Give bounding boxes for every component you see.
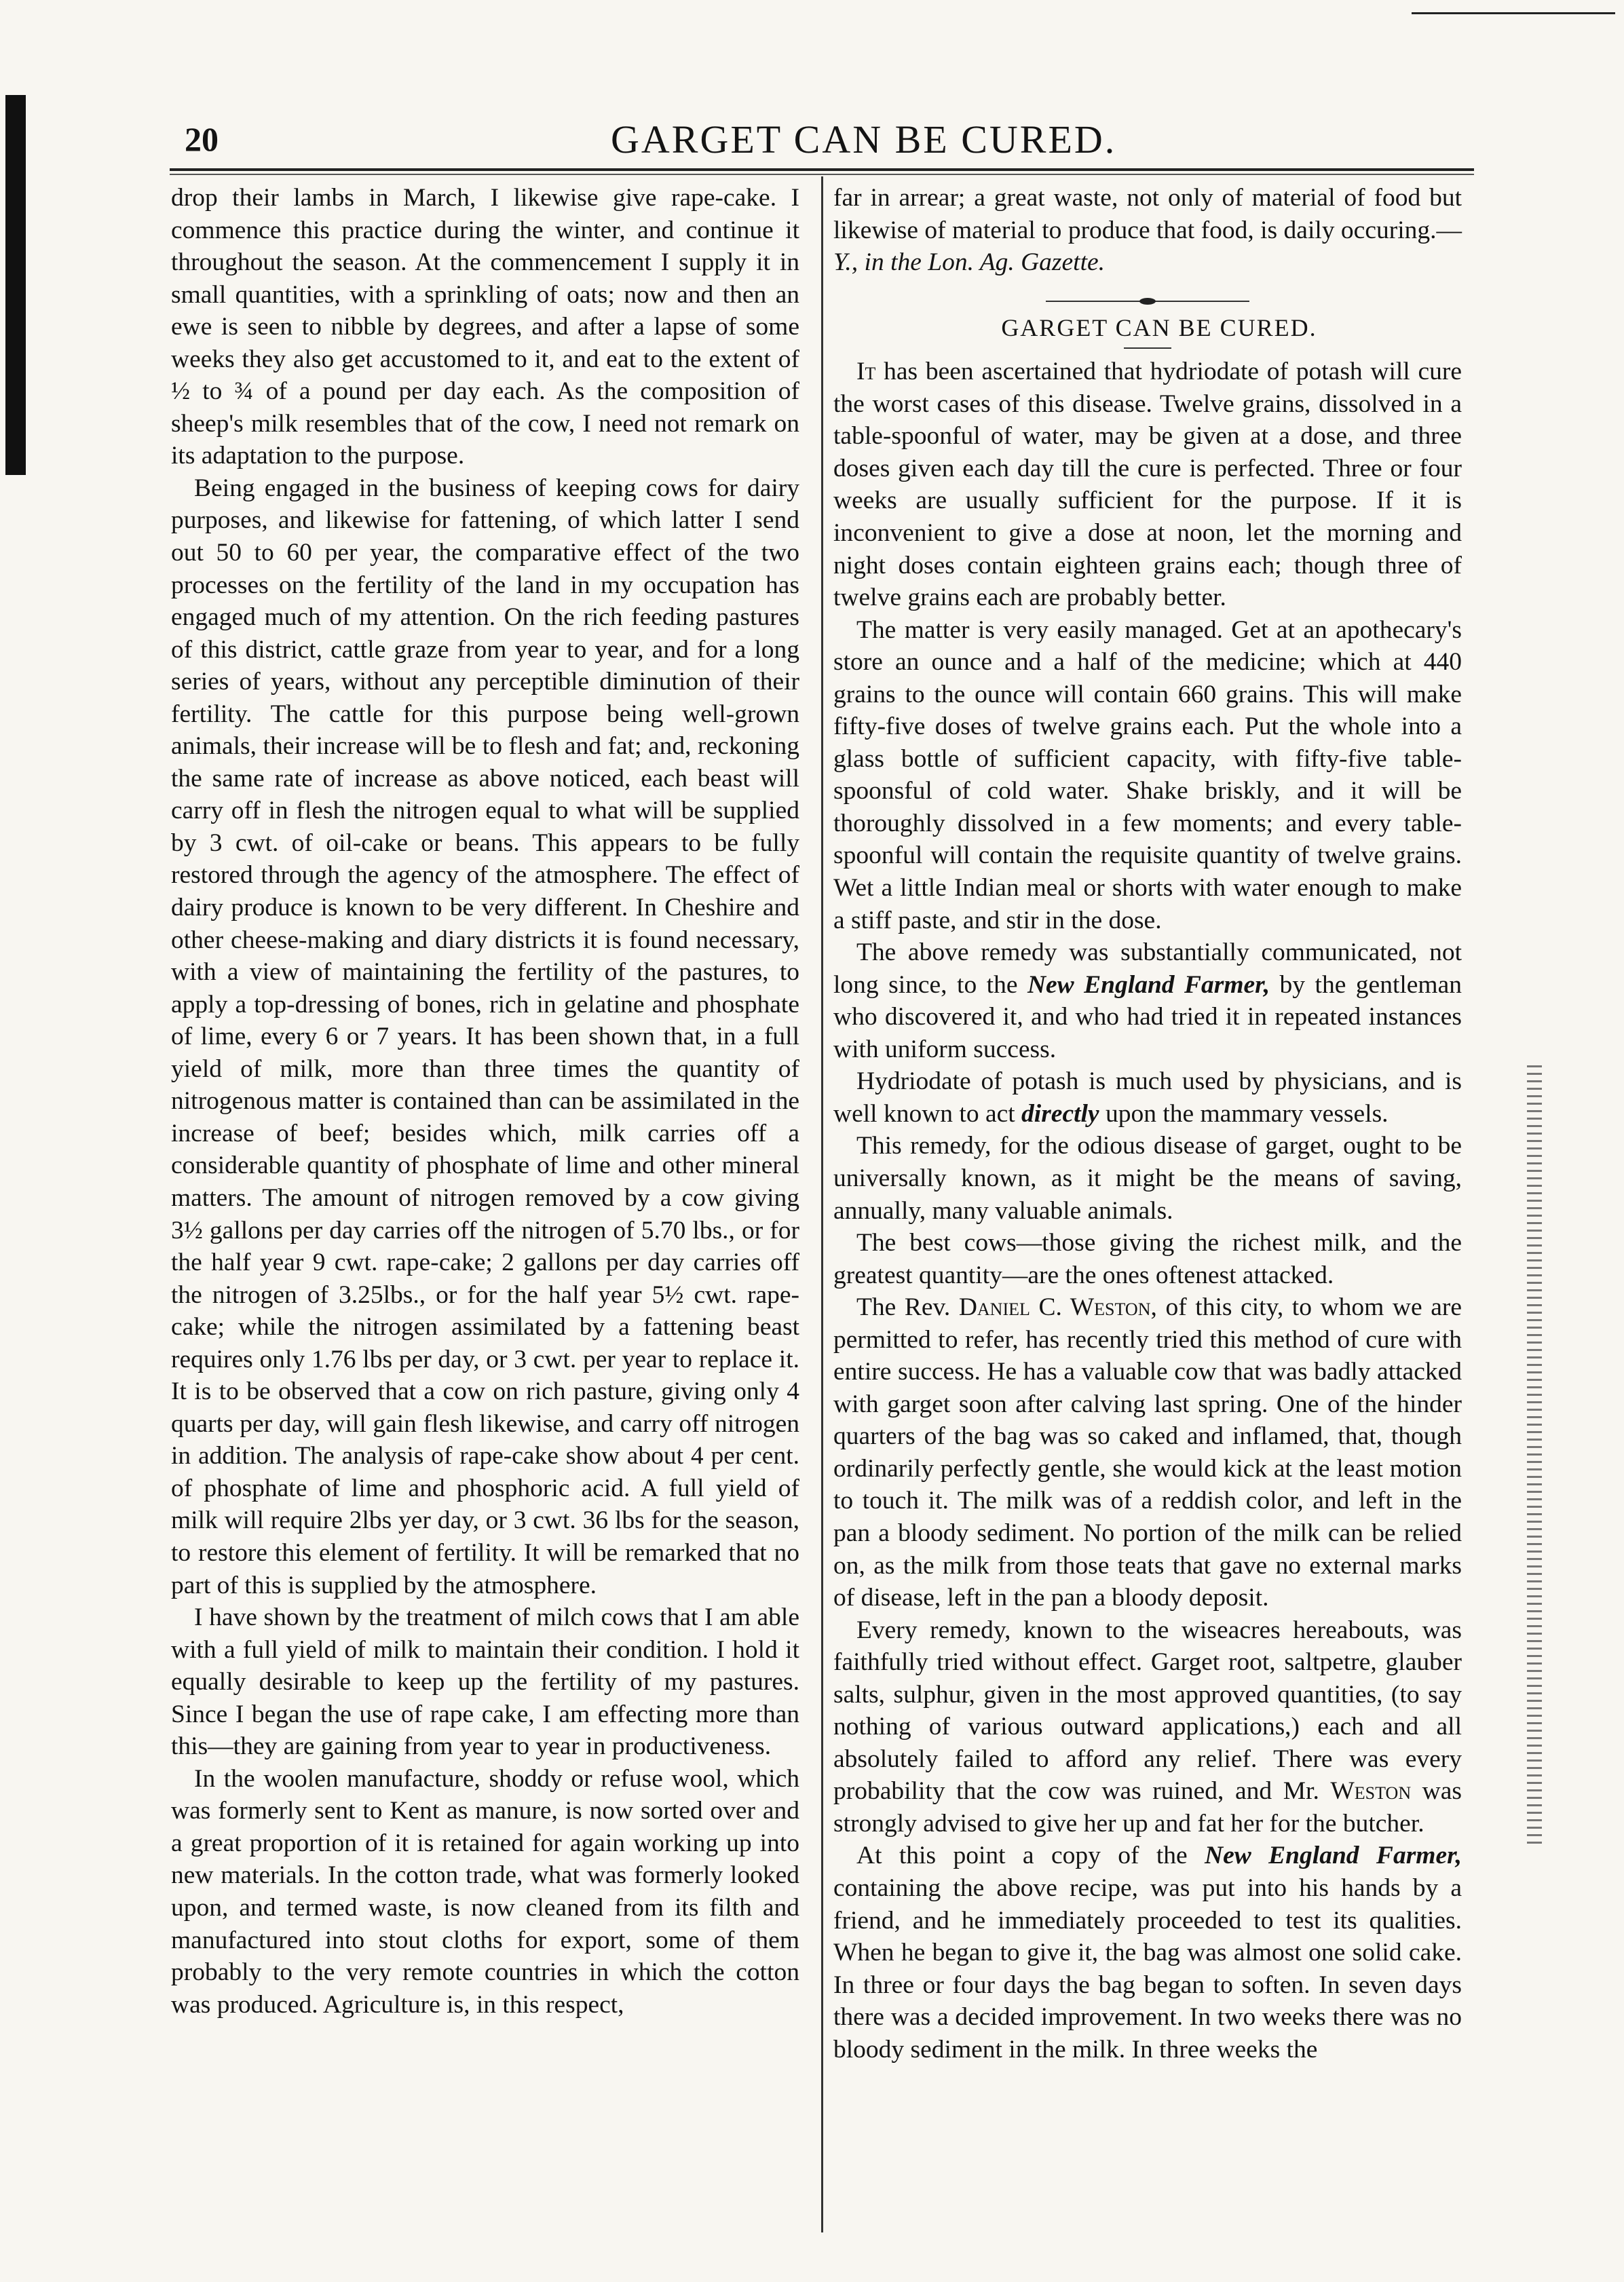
paragraph (833, 1840, 1462, 2066)
paragraph: drop their lambs in March, I likewise give rape-cake. I commence this practice during the winter, and continue it throughout the season. At the commencement I supply it in small quantities, with a sprinkling of oats; now and then an ewe is seen to nibble by degrees, and after a lapse of some weeks they also get accustomed to it, and eat to the extent of ½ to ¾ of a pound per day each. As the composition of sheep's milk resembles that of the cow, I need not remark on its adaptation to the purpose. (171, 184, 799, 470)
paragraph: This remedy, for the odious disease of garget, ought to be universally known, as it might be the means of saving, annually, many valuable animals. (833, 1132, 1462, 1225)
paragraph: The matter is very easily managed. Get at an apothecary's store an ounce and a half of the medicine; which at 440 grains to the ounce will contain 660 grains. This will make fifty-five doses of twelve grains each. Put the whole into a glass bottle of sufficient capacity, with fifty-five table-spoonsful of cold water. Shake briskly, and it will be thoroughly dissolved in a few moments; and every table-spoonful will contain the requisite quantity of twelve grains. Wet a little Indian meal or shorts with water enough to make a stiff paste, and stir in the dose. (833, 615, 1462, 934)
source-attribution: Y., in the Lon. Ag. Gazette. (833, 248, 1106, 277)
paragraph-text: At this point a copy of the (856, 1842, 1205, 1870)
paragraph-text: was strongly advised to give her up and fat her for the butcher. (833, 1777, 1462, 1838)
header-rule (170, 168, 1474, 171)
paragraph-text: far in arrear; a great waste, not only of material of food but likewise of material to produce that food, is daily occuring.— (833, 184, 1462, 244)
scan-margin-specks (1527, 1065, 1542, 1846)
left-column (171, 182, 799, 2021)
paragraph-text: containing the above recipe, was put into his hands by a friend, and he immediately proceeded to test its qualities. When he began to give it, the bag was almost one solid cake. In three or four days the bag began to soften. In seven days there was a decided improvement. In two weeks there was no bloody sediment in the milk. In three weeks the (833, 1874, 1462, 2064)
journal-title: New England Farmer, (1027, 970, 1270, 999)
paragraph (833, 1291, 1462, 1614)
emphasis: directly (1021, 1099, 1099, 1128)
header-rule-thin (170, 174, 1474, 175)
scan-binding-edge (5, 95, 26, 475)
paragraph-text: of this city, to whom we are permitted to refer, has recently tried this method of cure with entire success. He has a valuable cow that was badly attacked with garget soon after calving last spring. One of the hinder quarters of the bag was so caked and inflamed, that, though ordinarily perfectly gentle, she would kick at the least motion to touch it. The milk was of a reddish color, and left in the pan a bloody sediment. No portion of the milk can be relied on, as the milk from those teats that gave no external marks of disease, left in the pan a bloody deposit. (833, 1293, 1462, 1612)
paragraph (833, 1065, 1462, 1130)
paragraph: Being engaged in the business of keeping cows for dairy purposes, and likewise for fattening, of which latter I send out 50 to 60 per year, the comparative effect of the two processes on the fertility of the land in my occupation has engaged much of my attention. On the rich feeding pastures of this district, cattle graze from year to year, and for a long series of years, without any perceptible diminution of their fertility. The cattle for this purpose being well-grown animals, their increase will be to flesh and fat; and, reckoning the same rate of increase as above noticed, each beast will carry off in flesh the nitrogen equal to what will be supplied by 3 cwt. of oil-cake or beans. This appears to be fully restored through the agency of the atmosphere. The effect of dairy produce is known to be very different. In Cheshire and other cheese-making and diary districts it is found necessary, with a view of maintaining the fertility of the pastures, to apply a top-dressing of bones, rich in gelatine and phosphate of lime, every 6 or 7 years. It has been shown that, in a full yield of milk, more than three times the quantity of nitrogenous matter is contained than can be assimilated in the increase of beef; besides which, milk carries off a considerable quantity of phosphate of lime and other mineral matters. The amount of nitrogen removed by a cow giving 3½ gallons per day carries off the nitrogen of 5.70 lbs., or for the half year 9 cwt. rape-cake; 2 gallons per day carries off the nitrogen of 3.25lbs., or for the half year 5½ cwt. rape-cake; while the nitrogen assimilated by a fattening beast requires only 1.76 lbs per day, or 3 cwt. per year to replace it. It is to be observed that a cow on rich pasture, giving only 4 quarts per day, will gain flesh likewise, and carry off nitrogen in addition. The analysis of rape-cake show about 4 per cent. of phosphate of lime and phosphoric acid. A full yield of milk will require 2lbs yer day, or 3 cwt. 36 lbs for the season, to restore this element of fertility. It will be remarked that no part of this is supplied by the atmosphere. (171, 474, 799, 1599)
paragraph (833, 356, 1462, 613)
paragraph-text: by the gentleman who discovered it, and who had tried it in repeated instances with uniform success. (833, 970, 1462, 1063)
paragraph: The best cows—those giving the richest milk, and the greatest quantity—are the ones oftenest attacked. (833, 1229, 1462, 1289)
section-heading: GARGET CAN BE CURED. (1001, 313, 1317, 341)
paragraph: In the woolen manufacture, shoddy or refuse wool, which was formerly sent to Kent as manure, is now sorted over and a great proportion of it is retained for again working up into new materials. In the cotton trade, what was formerly looked upon, and termed waste, is now cleaned from its filth and manufactured into stout cloths for export, some of them probably to the very remote countries in which the cotton was produced. Agriculture is, in this respect, (171, 1764, 799, 2019)
right-column (833, 182, 1462, 2066)
paragraph-text: has been ascertained that hydriodate of potash will cure the worst cases of this disease. Twelve grains, dissolved in a table-spoonful of water, may be given at a dose, and three doses given each day till the cure is perfected. Three or four weeks are usually sufficient for the purpose. If it is inconvenient to give a dose at noon, let the morning and night doses contain eighteen grains each; though three of twelve grains each are probably better. (833, 358, 1462, 612)
scan-top-rule (1412, 12, 1615, 14)
paragraph (833, 182, 1462, 279)
running-title: GARGET CAN BE CURED. (611, 117, 1117, 161)
page-number: 20 (185, 120, 219, 158)
person-name: Weston (1330, 1777, 1412, 1806)
paragraph (833, 1614, 1462, 1840)
section-divider (1046, 301, 1249, 302)
paragraph-text: upon the mammary vessels. (1099, 1099, 1389, 1128)
journal-title: New England Farmer, (1205, 1842, 1462, 1870)
paragraph-text: Every remedy, known to the wiseacres hereabouts, was faithfully tried without effect. Garget root, saltpetre, glauber salts, sulphur, given in the most approved quantities, (to say nothing of various outward applications,) each and all absolutely failed to afford any relief. There was every probability that the cow was ruined, and Mr. (833, 1616, 1462, 1806)
paragraph-text: The Rev. (856, 1293, 959, 1322)
paragraph: I have shown by the treatment of milch cows that I am able with a full yield of milk to maintain their condition. I hold it equally desirable to keep up the fertility of my pastures. Since I began the use of rape cake, I am effecting more than this—they are gaining from year to year in productiveness. (171, 1603, 799, 1761)
lead-word: It (856, 358, 876, 386)
column-divider (821, 176, 823, 2232)
paragraph-text: The above remedy was substantially communicated, not long since, to the (833, 938, 1462, 999)
paragraph-text: Hydriodate of potash is much used by physicians, and is well known to act (833, 1067, 1462, 1128)
paragraph (833, 936, 1462, 1065)
person-name: Daniel C. Weston, (958, 1293, 1157, 1322)
heading-underline (1124, 347, 1171, 349)
